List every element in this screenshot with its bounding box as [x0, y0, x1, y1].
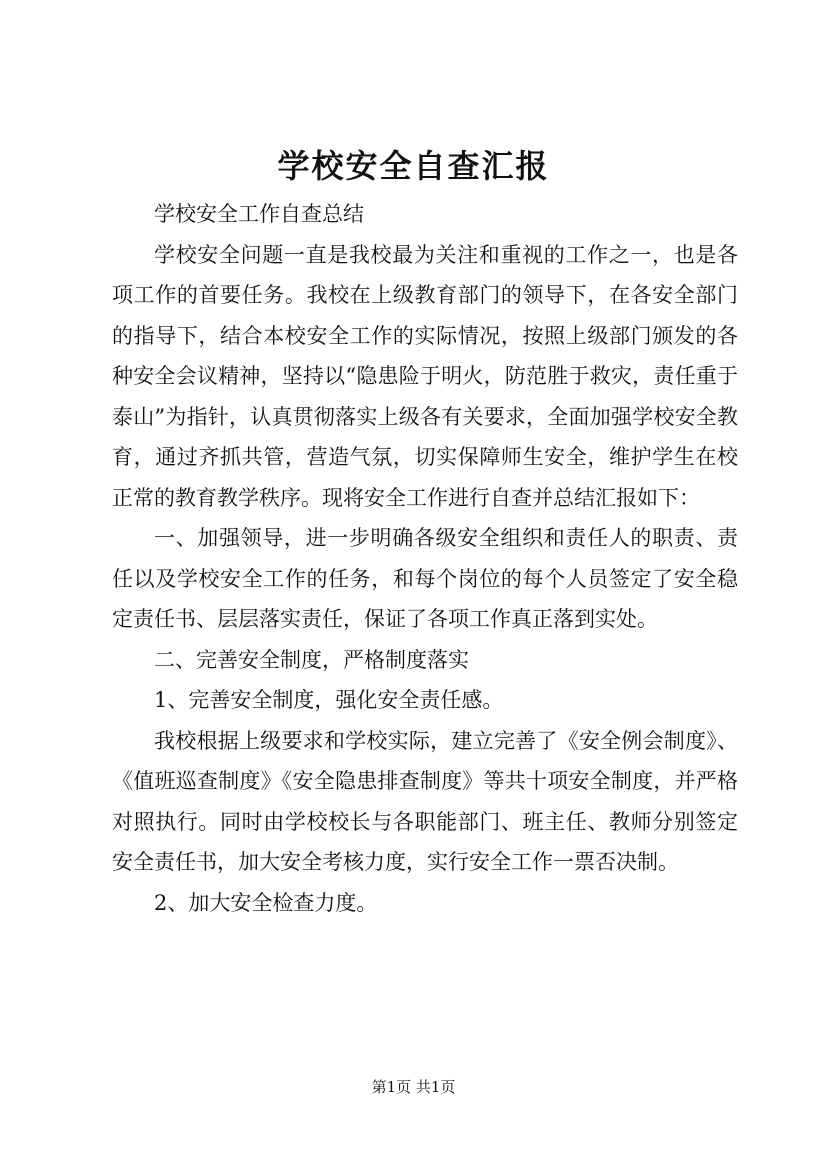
document-body: [112, 194, 738, 923]
paragraph-section-2-heading: 二、完善安全制度，严格制度落实: [154, 647, 469, 672]
paragraph-subsection-2-heading: 2、加大安全检查力度。: [154, 890, 378, 915]
page-footer: 第1页 共1页: [371, 1078, 456, 1096]
paragraph-subsection-1-body: 我校根据上级要求和学校实际，建立完善了《安全例会制度》、《值班巡查制度》《安全隐患排查制度》等共十项安全制度，并严格对照执行。同时由学校校长与各职能部门、班主任、教师分别签定安全责任书，加大安全考核力度，实行安全工作一票否决制。: [112, 728, 738, 874]
paragraph-subsection-1-heading: 1、完善安全制度，强化安全责任感。: [154, 688, 504, 712]
paragraph-subtitle: 学校安全工作自查总结: [154, 202, 364, 226]
paragraph-intro: 学校安全问题一直是我校最为关注和重视的工作之一，也是各项工作的首要任务。我校在上级教育部门的领导下，在各安全部门的指导下，结合本校安全工作的实际情况，按照上级部门颁发的各种安全会议精神，坚持以“隐患险于明火，防范胜于救灾，责任重于泰山”为指针，认真贯彻落实上级各有关要求，全面加强学校安全教育，通过齐抓共管，营造气氛，切实保障师生安全，维护学生在校正常的教育教学秩序。现将安全工作进行自查并总结汇报如下：: [112, 242, 738, 510]
document-title: 学校安全自查汇报: [277, 147, 550, 185]
paragraph-section-1: 一、加强领导，进一步明确各级安全组织和责任人的职责、责任以及学校安全工作的任务，和每个岗位的每个人员签定了安全稳定责任书、层层落实责任，保证了各项工作真正落到实处。: [112, 526, 738, 631]
